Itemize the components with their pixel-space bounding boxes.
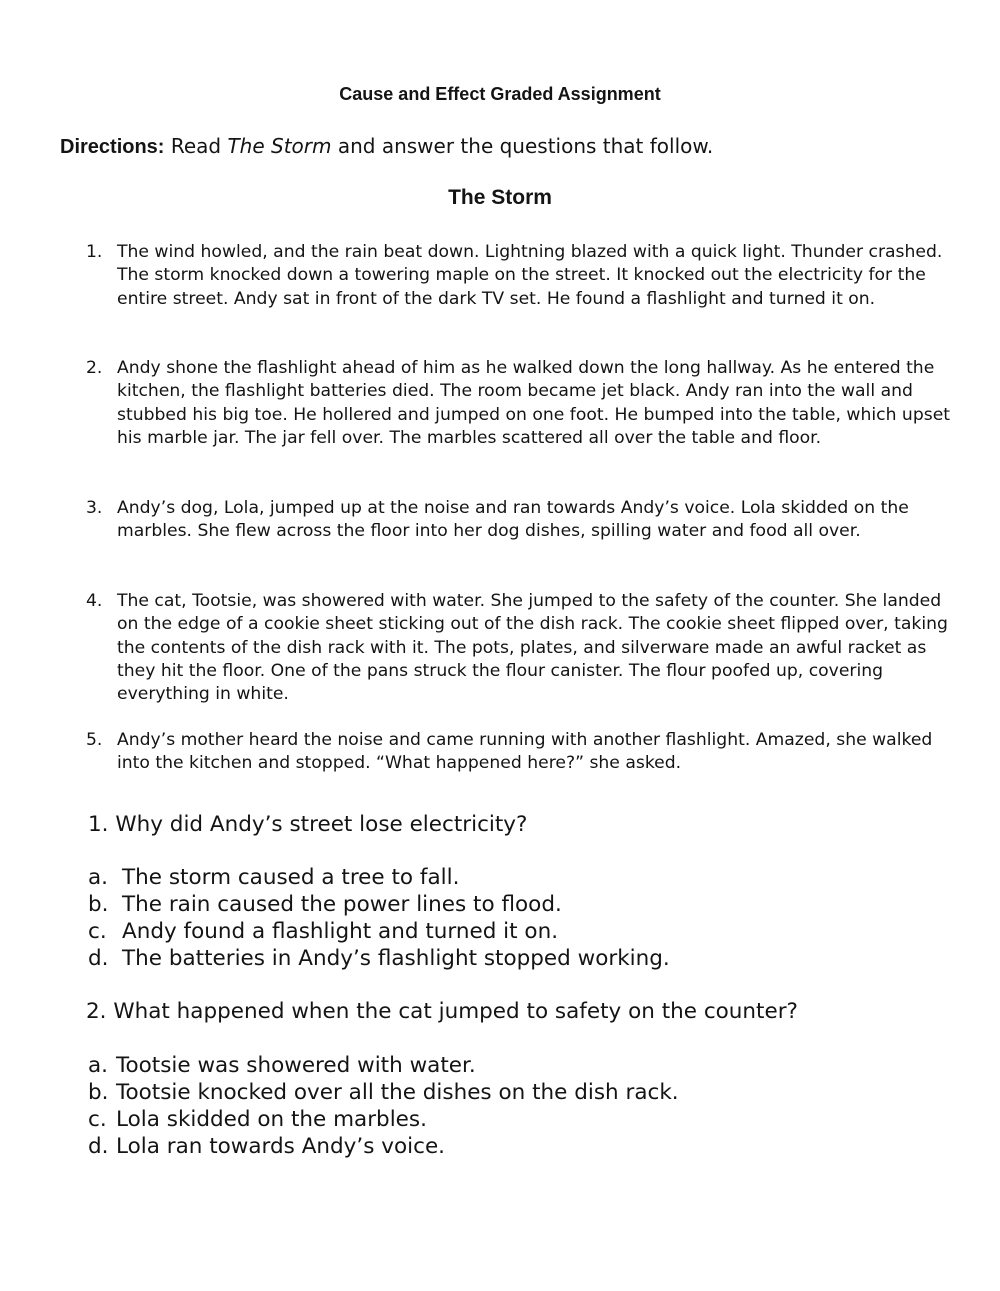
paragraph-number: 4. (86, 591, 103, 611)
question-2-option-c[interactable] (88, 1106, 427, 1133)
story-paragraph (86, 590, 956, 706)
option-letter: d. (88, 1134, 109, 1159)
story-title: The Storm (448, 186, 552, 209)
option-letter: a. (88, 865, 109, 890)
directions-text-before: Read (164, 134, 228, 158)
question-1-option-b[interactable] (88, 891, 562, 918)
story-paragraph (86, 357, 956, 450)
paragraph-number: 3. (86, 498, 103, 518)
question-2-prompt: 2. What happened when the cat jumped to safety on the counter? (86, 999, 798, 1024)
option-text: Tootsie was showered with water. (116, 1053, 476, 1078)
question-1-option-c[interactable] (88, 918, 558, 945)
option-text: Lola ran towards Andy’s voice. (116, 1134, 446, 1159)
option-text: Lola skidded on the marbles. (116, 1107, 427, 1132)
option-letter: b. (88, 892, 109, 917)
paragraph-text: Andy’s mother heard the noise and came running with another flashlight. Amazed, she walked into the kitchen and stopped. “What happened here?” she asked. (117, 730, 933, 774)
question-1-option-d[interactable] (88, 945, 670, 972)
paragraph-text: Andy’s dog, Lola, jumped up at the noise and ran towards Andy’s voice. Lola skidded on the marbles. She flew across the floor into her dog dishes, spilling water and food all over. (117, 498, 909, 542)
question-2-option-d[interactable] (88, 1133, 445, 1160)
directions (60, 134, 713, 159)
option-text: The storm caused a tree to fall. (122, 865, 460, 890)
option-text: The rain caused the power lines to flood. (122, 892, 562, 917)
question-2-option-b[interactable] (88, 1079, 679, 1106)
option-letter: d. (88, 946, 109, 971)
option-text: Tootsie knocked over all the dishes on the dish rack. (116, 1080, 679, 1105)
paragraph-number: 5. (86, 730, 103, 750)
directions-text-after: and answer the questions that follow. (331, 134, 714, 158)
paragraph-text: The wind howled, and the rain beat down. Lightning blazed with a quick light. Thunder crashed. The storm knocked down a towering maple on the street. It knocked out the electricity for the entire street. Andy sat in front of the dark TV set. He found a flashlight and turned it on. (117, 242, 943, 309)
paragraph-number: 2. (86, 358, 103, 378)
directions-story-name: The Storm (227, 134, 332, 158)
story-paragraph (86, 241, 956, 311)
option-letter: b. (88, 1080, 109, 1105)
option-letter: a. (88, 1053, 109, 1078)
paragraph-text: The cat, Tootsie, was showered with water. She jumped to the safety of the counter. She landed on the edge of a cookie sheet sticking out of the dish rack. The cookie sheet flipped over, taking the contents of the dish rack with it. The pots, plates, and silverware made an awful racket as they hit the floor. One of the pans struck the flour canister. The flour poofed up, covering everything in white. (117, 591, 948, 705)
paragraph-text: Andy shone the flashlight ahead of him as he walked down the long hallway. As he entered the kitchen, the flashlight batteries died. The room became jet black. Andy ran into the wall and stubbed his big toe. He hollered and jumped on one foot. He bumped into the table, which upset his marble jar. The jar fell over. The marbles scattered all over the table and floor. (117, 358, 951, 448)
option-letter: c. (88, 919, 107, 944)
story-paragraph (86, 497, 956, 544)
question-2-option-a[interactable] (88, 1052, 476, 1079)
question-1-prompt: 1. Why did Andy’s street lose electricity? (88, 812, 528, 837)
question-1-option-a[interactable] (88, 864, 459, 891)
page-title: Cause and Effect Graded Assignment (339, 84, 661, 104)
option-letter: c. (88, 1107, 107, 1132)
option-text: Andy found a flashlight and turned it on. (122, 919, 559, 944)
story-paragraph (86, 729, 956, 776)
directions-label: Directions: (60, 136, 165, 158)
option-text: The batteries in Andy’s flashlight stopped working. (122, 946, 670, 971)
paragraph-number: 1. (86, 242, 103, 262)
